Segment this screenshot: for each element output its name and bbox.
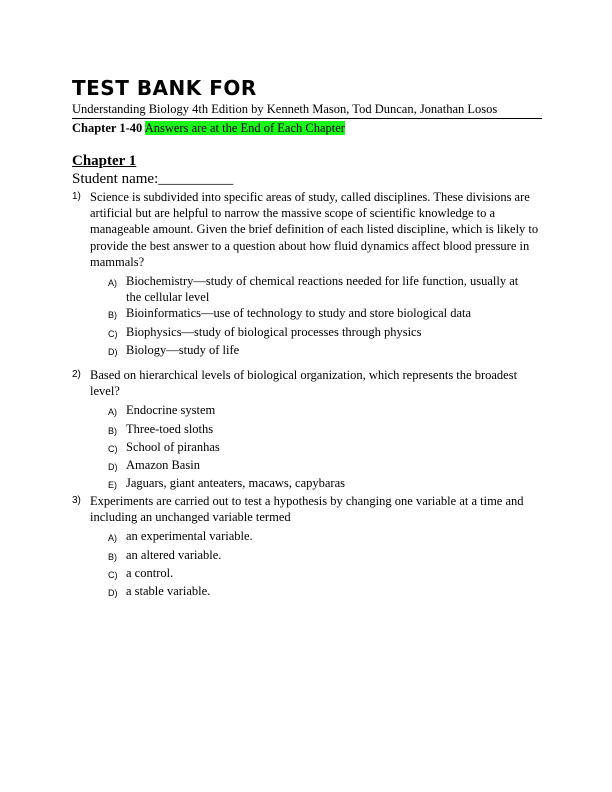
option-label: C) <box>108 569 118 580</box>
chapter-range-line <box>72 121 345 136</box>
option-item <box>108 324 542 342</box>
option-text: a control. <box>126 565 174 580</box>
question-number: 3) <box>72 495 81 506</box>
question-number: 1) <box>72 191 81 202</box>
option-label: D) <box>108 346 118 357</box>
option-label: B) <box>108 551 117 562</box>
question-text: Based on hierarchical levels of biological organization, which represents the broadest level? <box>90 368 518 399</box>
option-item <box>108 547 542 565</box>
chapter-range: Chapter 1-40 <box>72 121 143 135</box>
option-label: D) <box>108 588 118 599</box>
option-label: A) <box>108 407 117 418</box>
option-item <box>108 305 542 323</box>
option-item <box>108 475 542 493</box>
option-text: Amazon Basin <box>126 458 200 473</box>
option-item <box>108 273 542 305</box>
option-text: Jaguars, giant anteaters, macaws, capybaras <box>126 476 346 491</box>
option-text: Biology—study of life <box>126 342 240 357</box>
chapter-heading: Chapter 1 <box>72 153 137 169</box>
option-label: C) <box>108 443 118 454</box>
option-text: Biophysics—study of biological processes through physics <box>126 324 422 339</box>
option-text: an altered variable. <box>126 547 222 562</box>
option-text: Endocrine system <box>126 403 216 418</box>
option-text: Three-toed sloths <box>126 421 214 436</box>
question-number: 2) <box>72 369 81 380</box>
option-item <box>108 421 542 439</box>
horizontal-rule <box>72 118 542 119</box>
option-label: B) <box>108 310 117 321</box>
option-item <box>108 402 542 420</box>
question-2 <box>72 367 542 493</box>
options-list <box>108 273 542 360</box>
option-item <box>108 528 542 546</box>
option-text: an experimental variable. <box>126 529 253 544</box>
option-label: C) <box>108 328 118 339</box>
option-text: Bioinformatics—use of technology to study and store biological data <box>126 306 472 321</box>
option-label: A) <box>108 533 117 544</box>
student-name-field: Student name:__________ <box>72 171 234 187</box>
option-label: A) <box>108 278 117 289</box>
option-label: E) <box>108 480 117 491</box>
option-item <box>108 583 542 601</box>
option-item <box>108 342 542 360</box>
answers-note-highlight: Answers are at the End of Each Chapter <box>144 121 345 135</box>
question-3 <box>72 493 542 601</box>
question-text: Experiments are carried out to test a hypothesis by changing one variable at a time and including an unchanged variable termed <box>90 494 524 525</box>
option-item <box>108 457 542 475</box>
question-1 <box>72 189 542 360</box>
question-text: Science is subdivided into specific areas of study, called disciplines. These divisions are artificial but are helpful to narrow the massive scope of scientific knowledge to a manageable amount. Given the brief definition of each listed discipline, which is likely to provide the best answer to a question about how fluid dynamics affect blood pressure in mammals? <box>90 190 539 269</box>
options-list <box>108 528 542 601</box>
option-text: School of piranhas <box>126 439 220 454</box>
option-item <box>108 565 542 583</box>
book-subtitle: Understanding Biology 4th Edition by Kenneth Mason, Tod Duncan, Jonathan Losos <box>72 102 498 116</box>
option-text: Biochemistry—study of chemical reactions needed for life function, usually at the cellular level <box>126 274 519 305</box>
option-text: a stable variable. <box>126 584 211 599</box>
option-label: B) <box>108 425 117 436</box>
page-title: TEST BANK FOR <box>72 76 257 100</box>
option-label: D) <box>108 462 118 473</box>
options-list <box>108 402 542 493</box>
option-item <box>108 439 542 457</box>
